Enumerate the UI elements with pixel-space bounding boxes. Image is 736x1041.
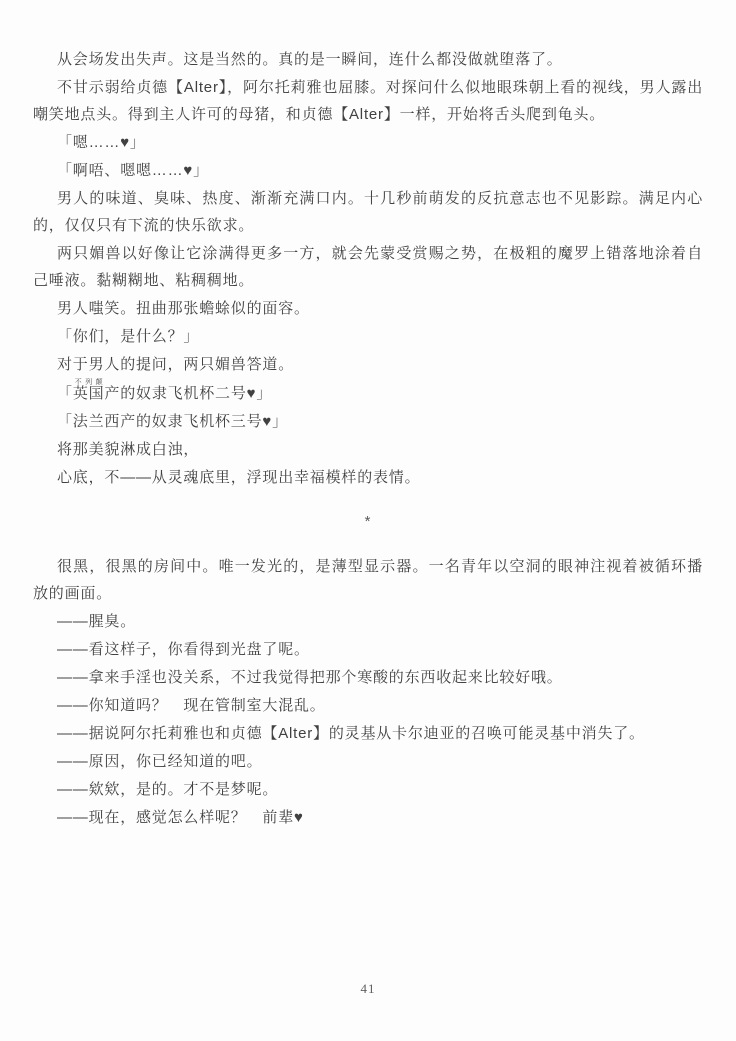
page-footer [0, 981, 736, 997]
paragraph: ——你知道吗？ 现在管制室大混乱。 [57, 697, 326, 714]
paragraph: ——现在，感觉怎么样呢？ 前辈♥ [57, 809, 304, 826]
paragraph: 从会场发出失声。这是当然的。真的是一瞬间，连什么都没做就堕落了。 [57, 51, 563, 68]
paragraph: 男人嗤笑。扭曲那张蟾蜍似的面容。 [57, 300, 310, 317]
paragraph: 很黑，很黑的房间中。唯一发光的，是薄型显示器。一名青年以空洞的眼神注视着被循环播放的画面。 [33, 558, 703, 602]
section-divider: * [364, 513, 372, 530]
paragraph: 「你们，是什么？」 [57, 328, 200, 345]
paragraph: 「嗯……♥」 [57, 134, 146, 151]
paragraph: ——拿来手淫也没关系，不过我觉得把那个寒酸的东西收起来比较好哦。 [57, 669, 563, 686]
paragraph: 将那美貌淋成白浊， [57, 441, 200, 458]
paragraph: ——腥臭。 [57, 613, 137, 630]
paragraph: 「法兰西产的奴隶飞机杯三号♥」 [57, 413, 288, 430]
paragraph: 「啊唔、嗯嗯……♥」 [57, 162, 209, 179]
page-body [33, 46, 703, 832]
paragraph: 男人的味道、臭味、热度、渐渐充满口内。十几秒前萌发的反抗意志也不见影踪。满足内心的，仅仅只有下流的快乐欲求。 [33, 190, 703, 234]
paragraph: ——欸欸，是的。才不是梦呢。 [57, 781, 279, 798]
ruby-annotation: 英国不列颠 [72, 379, 105, 402]
paragraph: 两只媚兽以好像让它涂满得更多一方，就会先蒙受赏赐之势，在极粗的魔罗上错落地涂着自己唾液。黏糊糊地、粘稠稠地。 [33, 245, 703, 289]
page-number: 41 [360, 981, 376, 996]
paragraph: 心底，不——从灵魂底里，浮现出幸福模样的表情。 [57, 469, 421, 486]
paragraph: 不甘示弱给贞德【Alter】，阿尔托莉雅也屈膝。对探问什么似地眼珠朝上看的视线，男人露出嘲笑地点头。得到主人许可的母猪，和贞德【Alter】一样，开始将舌头爬到龟头。 [33, 79, 703, 123]
paragraph: ——看这样子，你看得到光盘了呢。 [57, 641, 310, 658]
paragraph: 对于男人的提问，两只媚兽答道。 [57, 356, 295, 373]
paragraph: 「英国不列颠产的奴隶飞机杯二号♥」 [57, 379, 273, 402]
paragraph: ——据说阿尔托莉雅也和贞德【Alter】的灵基从卡尔迪亚的召唤可能灵基中消失了。 [57, 725, 645, 742]
paragraph: ——原因，你已经知道的吧。 [57, 753, 263, 770]
